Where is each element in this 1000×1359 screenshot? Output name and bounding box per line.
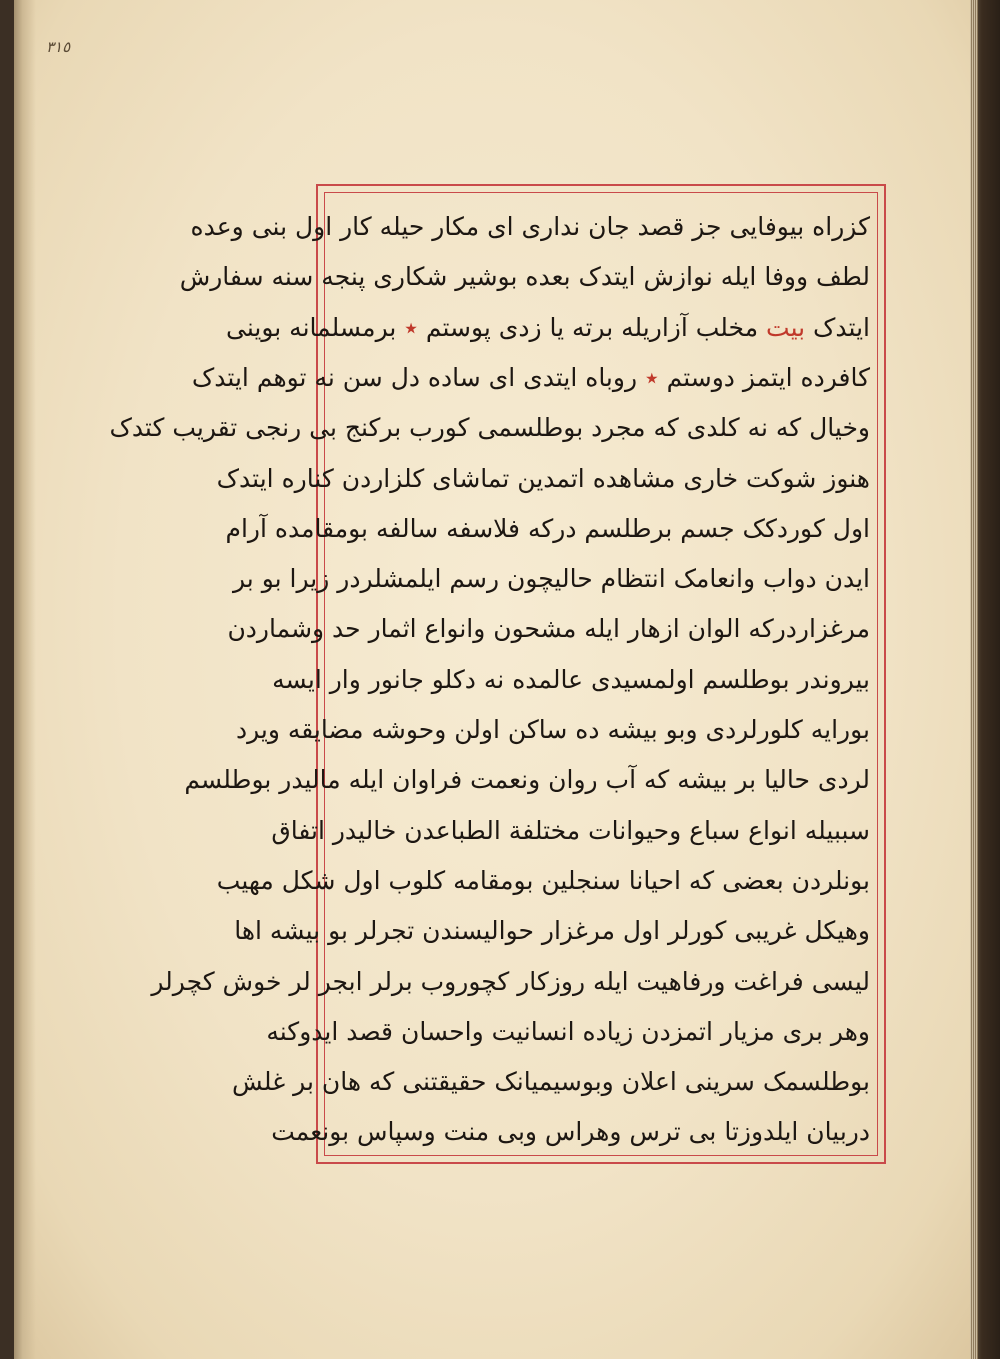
line-text: برمسلمانه بوینی [226,312,405,342]
line-text: کزراه بیوفایی جز قصد جان نداری ای مکار حیله کار اول بنی وعده [190,212,870,241]
line-text: بیروندر بوطلسم اولمسیدی عالمده نه دکلو جانور وار ایسه [272,664,870,694]
text-line [216,456,870,502]
line-text: لطف ووفا ایله نوازش ایتدک بعده بوشیر شکاری پنجه سنه سفارش [179,262,870,292]
text-line [109,405,870,451]
text-line [184,757,870,803]
line-text: ایدن دواب وانعامک انتظام حالیچون رسم ایلمشلردر زیرا بو بر [233,564,870,594]
text-line [151,959,870,1005]
text-line [272,657,870,703]
line-text: وخیال که نه کلدی که مجرد بوطلسمی کورب برکنج بی رنجی تقریب کتدک [109,413,870,443]
rubric-word: ٭ [404,312,418,342]
line-text: هنوز شوکت خاری مشاهده اتمدین تماشای کلزاردن کناره ایتدک [216,463,870,493]
text-line [225,506,870,552]
text-line [231,1059,870,1105]
line-text: لیسی فراغت ورفاهیت ایله روزکار کچوروب برلر ابجر لر خوش کچرلر [151,966,870,996]
line-text: مخلب آزاریله برته یا زدی پوستم [417,312,767,342]
line-text: بونلردن بعضی که احیانا سنجلین بومقامه کلوب اول شکل مهیب [216,865,870,895]
line-text: بورایه کلورلردی وبو بیشه ده ساکن اولن وحوشه مضایقه ویرد [235,715,870,744]
line-text: روباه ایتدی ای ساده دل سن نه توهم ایتدک [191,362,645,392]
text-line [191,355,870,401]
line-text: ایتدک [805,312,870,342]
text-line [233,556,870,602]
text-line [226,305,870,351]
line-text: اول کوردکک جسم برطلسم درکه فلاسفه سالفه بومقامده آرام [225,513,870,543]
text-line [179,254,870,300]
line-text: وهر بری مزیار اتمزدن زیاده انسانیت واحسان قصد ایدوکنه [266,1016,870,1046]
line-text: سببیله انواع سباع وحیوانات مختلفة الطباعدن خالیدر اتفاق [271,815,870,845]
line-text: کافرده ایتمز دوستم [658,362,870,392]
folio-number: ٣١٥ [46,38,71,56]
text-line [235,707,870,753]
text-line [190,204,870,250]
text-line [216,858,870,904]
text-line [266,1009,870,1055]
rubric-word: بیت [766,312,806,342]
line-text: بوطلسمک سرینی اعلان وبوسیمیانک حقیقتنی که هان بر غلش [231,1067,870,1097]
line-text: لردی حالیا بر بیشه که آب روان ونعمت فراوان ایله مالیدر بوطلسم [184,765,870,795]
binding-edge [970,0,1000,1359]
rubric-word: ٭ [645,362,659,392]
line-text: وهیکل غریبی کورلر اول مرغزار حوالیسندن تجرلر بو بیشه اها [234,916,870,946]
text-line [234,908,870,954]
text-line [271,1109,870,1155]
text-line [227,606,870,652]
line-text: دربیان ایلدوزتا بی ترس وهراس وبی منت وسپاس بونعمت [271,1117,870,1147]
line-text: مرغزاردرکه الوان ازهار ایله مشحون وانواع اثمار حد وشماردن [227,614,870,644]
text-line [271,808,870,854]
text-block [109,192,870,1152]
